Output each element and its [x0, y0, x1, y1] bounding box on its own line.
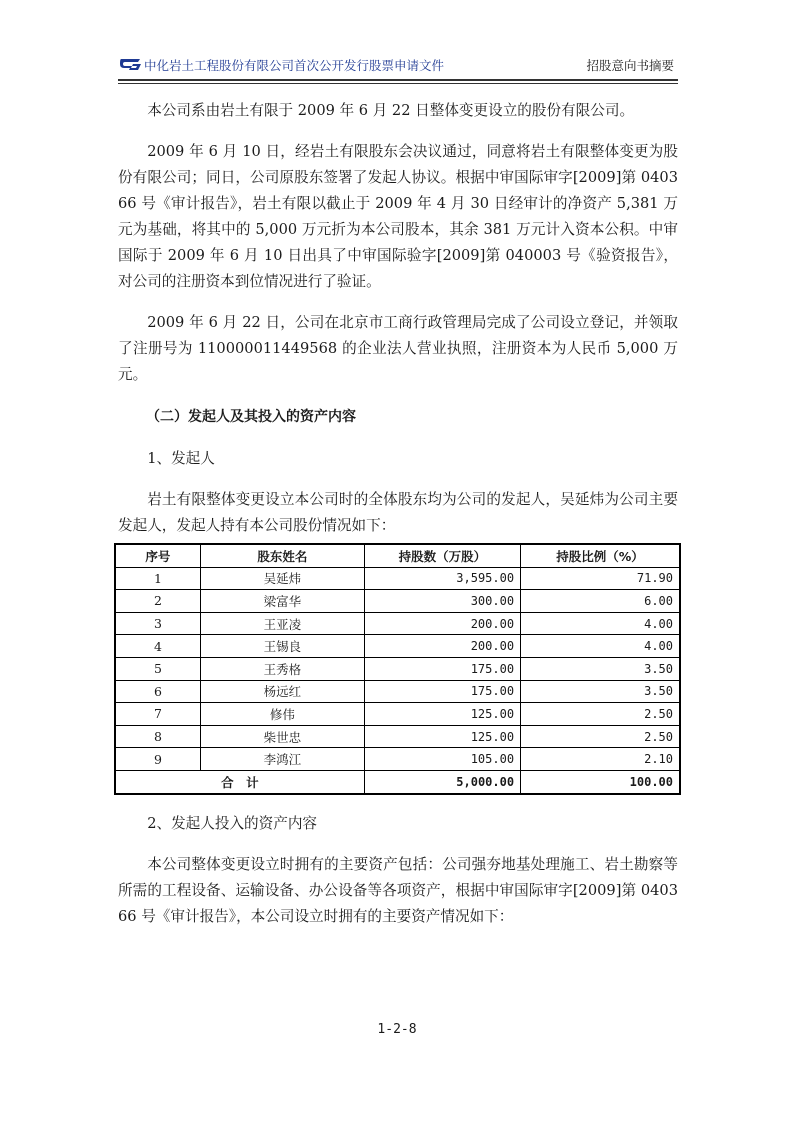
shares-held: 3,595.00 [364, 567, 520, 590]
shareholder-name: 王亚凌 [200, 612, 364, 635]
column-header: 持股数（万股） [364, 544, 520, 567]
paragraph: 岩土有限整体变更设立本公司时的全体股东均为公司的发起人，吴延炜为公司主要发起人，发起人持有本公司股份情况如下： [118, 491, 678, 534]
shareholder-name: 修伟 [200, 703, 364, 726]
page-header [118, 55, 678, 77]
share-ratio: 3.50 [521, 680, 680, 703]
row-index: 9 [115, 748, 200, 771]
table-row [115, 680, 680, 703]
column-header: 持股比例（%） [521, 544, 680, 567]
share-ratio: 4.00 [521, 612, 680, 635]
table-total-row [115, 770, 680, 793]
shares-held: 300.00 [364, 590, 520, 613]
subsection-title: 2、发起人投入的资产内容 [147, 814, 318, 832]
shares-held: 200.00 [364, 635, 520, 658]
header-divider [118, 79, 678, 81]
row-index: 4 [115, 635, 200, 658]
shareholder-name: 李鸿江 [200, 748, 364, 771]
row-index: 7 [115, 703, 200, 726]
share-ratio: 2.50 [521, 725, 680, 748]
table-row [115, 748, 680, 771]
paragraph: 本公司系由岩土有限于 2009 年 6 月 22 日整体变更设立的股份有限公司。 [147, 102, 635, 119]
table-row [115, 567, 680, 590]
column-header: 序号 [115, 544, 200, 567]
section-heading: （二）发起人及其投入的资产内容 [146, 409, 356, 425]
paragraph: 本公司整体变更设立时拥有的主要资产包括：公司强夯地基处理施工、岩土勘察等所需的工程设备、运输设备、办公设备等各项资产，根据中审国际审字[2009]第 040366 号《审计报告》，本公司设立时拥有的主要资产情况如下： [118, 855, 678, 925]
share-ratio: 2.10 [521, 748, 680, 771]
table-row [115, 612, 680, 635]
table-row [115, 703, 680, 726]
share-ratio: 4.00 [521, 635, 680, 658]
header-divider-thin [118, 83, 678, 84]
share-ratio: 6.00 [521, 590, 680, 613]
shares-held: 175.00 [364, 657, 520, 680]
shareholder-name: 王秀格 [200, 657, 364, 680]
total-ratio: 100.00 [521, 770, 680, 793]
shareholder-table [114, 543, 681, 795]
table-row [115, 635, 680, 658]
row-index: 8 [115, 725, 200, 748]
table-row [115, 725, 680, 748]
section-title: 招股意向书摘要 [586, 58, 674, 73]
share-ratio: 2.50 [521, 703, 680, 726]
table-row [115, 657, 680, 680]
total-shares: 5,000.00 [364, 770, 520, 793]
shares-held: 175.00 [364, 680, 520, 703]
shareholder-name: 王锡良 [200, 635, 364, 658]
row-index: 6 [115, 680, 200, 703]
shares-held: 105.00 [364, 748, 520, 771]
table-header-row [115, 544, 680, 567]
shareholder-name: 梁富华 [200, 590, 364, 613]
share-ratio: 3.50 [521, 657, 680, 680]
document-title: 中化岩土工程股份有限公司首次公开发行股票申请文件 [144, 58, 445, 73]
row-index: 5 [115, 657, 200, 680]
shareholder-name: 杨远红 [200, 680, 364, 703]
paragraph: 2009 年 6 月 22 日，公司在北京市工商行政管理局完成了公司设立登记，并领取了注册号为 110000011449568 的企业法人营业执照，注册资本为人民币 5,000 万元。 [118, 314, 678, 383]
row-index: 1 [115, 567, 200, 590]
page-number: 1-2-8 [377, 1022, 417, 1037]
company-logo-icon [118, 55, 144, 73]
shares-held: 200.00 [364, 612, 520, 635]
shareholder-name: 吴延炜 [200, 567, 364, 590]
share-ratio: 71.90 [521, 567, 680, 590]
paragraph: 2009 年 6 月 10 日，经岩土有限股东会决议通过，同意将岩土有限整体变更为股份有限公司；同日，公司原股东签署了发起人协议。根据中审国际审字[2009]第 040366 号《审计报告》，岩土有限以截止于 2009 年 4 月 30 日经审计的净资产 5,381 万元为基础，将其中的 5,000 万元折为本公司股本，其余 381 万元计入资本公积。中审国际于 2009 年 6 月 10 日出具了中审国际验字[2009]第 040003 号《验资报告》，对公司的注册资本到位情况进行了验证。 [118, 143, 678, 290]
row-index: 2 [115, 590, 200, 613]
table-row [115, 590, 680, 613]
shares-held: 125.00 [364, 725, 520, 748]
page-body [118, 98, 678, 930]
total-label: 合 计 [115, 770, 364, 793]
shareholder-name: 柴世忠 [200, 725, 364, 748]
row-index: 3 [115, 612, 200, 635]
column-header: 股东姓名 [200, 544, 364, 567]
subsection-title: 1、发起人 [147, 450, 215, 467]
shares-held: 125.00 [364, 703, 520, 726]
